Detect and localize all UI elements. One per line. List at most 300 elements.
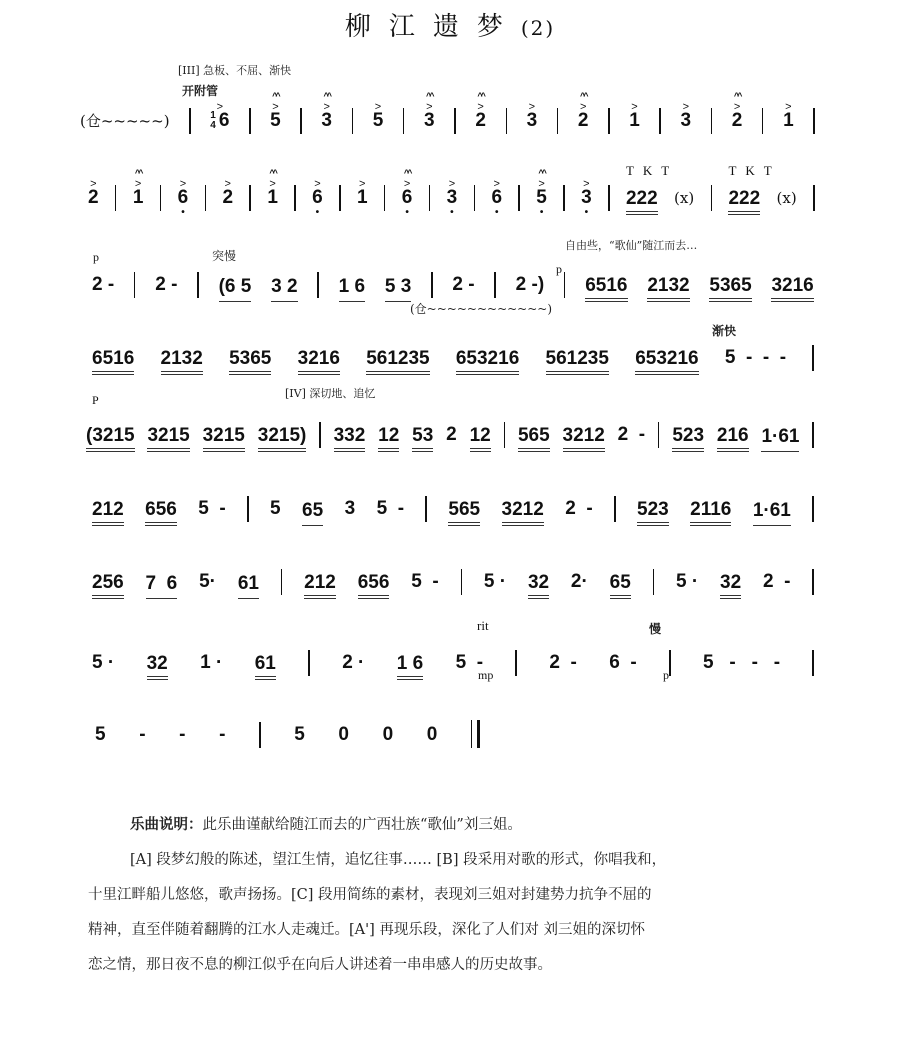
- note-text: 65: [302, 500, 324, 521]
- note-group: [680, 101, 692, 138]
- note-group: [411, 571, 438, 599]
- note-group: [377, 498, 404, 526]
- note-group: [720, 572, 741, 599]
- note-text: 5 ·: [676, 571, 699, 592]
- barline: [249, 185, 251, 211]
- note-group: [526, 101, 538, 138]
- note-group: [448, 499, 480, 526]
- note-group: [298, 348, 340, 375]
- low-octave-dot-icon: •: [539, 207, 544, 218]
- tempo-marking: 渐快: [712, 324, 737, 338]
- note-text: 1: [629, 110, 640, 131]
- accent-icon: >: [179, 178, 187, 190]
- note-group: [86, 425, 135, 452]
- barline: [294, 185, 296, 211]
- barline: [403, 108, 405, 134]
- note-text: 5: [536, 187, 547, 208]
- note-text: 2: [446, 424, 457, 445]
- note-group: [147, 425, 189, 452]
- note-group: [629, 101, 640, 138]
- barline: [115, 185, 117, 211]
- ornament-icon: ^^: [134, 168, 142, 178]
- note-text: 222: [728, 188, 761, 209]
- note-group: [761, 426, 799, 452]
- note-text: 2·: [570, 571, 588, 592]
- note-group: [342, 652, 364, 680]
- barline: [339, 185, 341, 211]
- note-text: -: [219, 724, 226, 745]
- barline: [352, 108, 354, 134]
- description-line: 十里江畔船儿悠悠，歌声扬扬。[C] 段用简练的素材，表现刘三姐对封建势力抗争不屈的: [88, 887, 652, 903]
- note-group: [676, 571, 698, 599]
- barline: [812, 422, 814, 448]
- accent-icon: >: [579, 101, 587, 113]
- note-group: [502, 499, 544, 526]
- note-text: 61: [237, 573, 259, 594]
- note-text: 3: [424, 110, 435, 131]
- description-text: 此乐曲谨献给随江而去的广西壮族“歌仙”刘三姐。: [202, 817, 522, 833]
- note-text: 32: [146, 653, 168, 674]
- note-group: [383, 724, 394, 752]
- note-text: 3212: [501, 499, 544, 520]
- note-group: [339, 276, 365, 302]
- note-text: 212: [92, 499, 124, 520]
- note-group: [783, 101, 794, 138]
- note-group: [446, 424, 457, 452]
- accent-icon: >: [374, 101, 382, 113]
- note-group: [147, 653, 168, 680]
- note-text: 3: [526, 110, 538, 131]
- note-group: [424, 91, 435, 138]
- barline: [494, 272, 496, 298]
- score-line: [95, 712, 480, 752]
- note-text: 2 -: [565, 498, 593, 519]
- barline: [504, 422, 506, 448]
- barline: [812, 345, 814, 371]
- note-text: 1: [783, 110, 794, 131]
- note-text: 653216: [455, 348, 520, 369]
- score-line: [88, 163, 815, 218]
- note-text: 523: [672, 425, 705, 446]
- barline: [812, 496, 814, 522]
- note-text: 561235: [366, 348, 430, 369]
- note-text: 6: [177, 187, 189, 208]
- accent-icon: >: [631, 101, 638, 113]
- accent-icon: >: [733, 101, 741, 113]
- note-group: [92, 274, 114, 302]
- note-text: 5365: [229, 348, 272, 369]
- note-group: [672, 425, 704, 452]
- note-group: [155, 274, 177, 302]
- accent-icon: >: [538, 178, 545, 190]
- low-octave-dot-icon: •: [494, 207, 499, 218]
- note-group: [267, 168, 278, 215]
- note-group: [618, 424, 645, 452]
- barline: [518, 185, 520, 211]
- accent-icon: >: [528, 101, 536, 113]
- tonguing-marking: T K T: [728, 163, 775, 178]
- note-group: [475, 91, 486, 138]
- note-group: [446, 178, 458, 218]
- barline: [669, 650, 671, 676]
- dynamic-marking: mp: [478, 668, 494, 682]
- note-text: 6: [401, 187, 413, 208]
- note-group: [334, 425, 366, 452]
- note-text: 256: [92, 572, 124, 593]
- barline: [454, 108, 456, 134]
- note-text: 6516: [92, 348, 135, 369]
- barline: [197, 272, 199, 298]
- note-group: [198, 498, 225, 526]
- ornament-icon: ^^: [733, 91, 741, 101]
- note-text: 5: [294, 724, 305, 745]
- note-text: 7 6: [145, 573, 178, 594]
- note-text: 2 -: [452, 274, 475, 295]
- note-text: 5 - - -: [724, 347, 787, 368]
- note-group: [610, 572, 631, 599]
- accent-icon: >: [477, 101, 484, 113]
- note-group: [271, 276, 297, 302]
- accent-icon: >: [323, 101, 330, 113]
- note-text: 5365: [709, 275, 752, 296]
- barline: [812, 650, 814, 676]
- note-text: 3215: [147, 425, 190, 446]
- note-text: 2 -: [617, 424, 646, 445]
- note-group: [484, 571, 506, 599]
- rit-marking: rit: [477, 618, 489, 633]
- note-text: 3212: [562, 425, 605, 446]
- note-group: [255, 653, 276, 680]
- note-text: 6: [218, 110, 230, 131]
- accent-icon: >: [269, 178, 276, 190]
- note-group: [238, 573, 259, 599]
- gong-marking: (仓~~~~~~~~~~~~): [410, 302, 553, 316]
- technique-marking: 开附管: [182, 84, 219, 98]
- barline: [384, 185, 386, 211]
- time-signature-numerator: 1: [210, 109, 216, 121]
- page-title: [0, 6, 900, 43]
- note-group: [385, 276, 411, 302]
- note-text: 1: [132, 187, 144, 208]
- note-group: [179, 724, 185, 752]
- note-text: 5: [270, 498, 281, 519]
- accent-icon: >: [448, 178, 456, 190]
- note-text: 1 ·: [200, 652, 223, 673]
- barline: [281, 569, 283, 595]
- note-group: [635, 348, 698, 375]
- tonguing-marking: T K T: [625, 163, 673, 178]
- note-text: 1: [356, 187, 368, 208]
- note-group: [703, 652, 780, 680]
- note-group: [345, 498, 356, 526]
- note-group: [516, 274, 545, 302]
- note-text: 5 -: [411, 571, 439, 592]
- accent-icon: >: [403, 178, 411, 190]
- note-text: 2: [88, 187, 99, 208]
- section-marking: [III] 急板、不屈、渐快: [178, 64, 292, 77]
- barline: [608, 185, 610, 211]
- description-line: 恋之情，那日夜不息的柳江似乎在向后人讲述着一串串感人的历史故事。: [88, 957, 552, 973]
- note-text: 332: [333, 425, 366, 446]
- note-group: [427, 724, 438, 752]
- accent-icon: >: [272, 101, 279, 113]
- note-group: [470, 425, 491, 452]
- note-text: 561235: [545, 348, 609, 369]
- note-text: 0: [426, 724, 438, 745]
- note-group: [452, 274, 474, 302]
- section-marking: [IV] 深切地、追忆: [285, 387, 376, 400]
- note-group: [258, 425, 307, 452]
- note-text: -: [139, 724, 146, 745]
- note-group: [637, 499, 669, 526]
- note-text: 5: [372, 110, 384, 131]
- note-text: 3: [680, 110, 692, 131]
- note-group: [528, 572, 549, 599]
- barline: [134, 272, 136, 298]
- note-text: 2: [475, 110, 486, 131]
- note-text: 2 -): [515, 274, 545, 295]
- barline: [762, 108, 764, 134]
- note-group: [725, 347, 786, 375]
- low-octave-dot-icon: •: [181, 207, 185, 218]
- note-text: 5 -: [198, 498, 226, 519]
- title-number: (2): [520, 16, 556, 40]
- note-text: 12: [469, 425, 491, 446]
- ornament-icon: ^^: [477, 91, 484, 101]
- note-group: [219, 724, 225, 752]
- note-text: (仓~~~~~): [80, 112, 170, 130]
- accent-icon: >: [216, 101, 224, 113]
- note-group: [229, 348, 271, 375]
- barline: [308, 650, 310, 676]
- accent-icon: >: [90, 178, 97, 190]
- ornament-icon: ^^: [272, 91, 279, 101]
- note-text: 656: [145, 499, 177, 520]
- expression-marking: 自由些，“歌仙”随江而去…: [565, 239, 698, 252]
- ornament-icon: ^^: [323, 91, 330, 101]
- barline: [564, 272, 566, 298]
- note-text: 3215): [257, 425, 307, 446]
- note-group: [565, 498, 592, 526]
- note-group: [378, 425, 399, 452]
- note-text: 3216: [771, 275, 814, 296]
- percussion-cue: [80, 110, 170, 138]
- note-group: [456, 652, 483, 680]
- barline: [557, 108, 559, 134]
- tempo-marking: 突慢: [212, 249, 237, 263]
- barline: [711, 185, 713, 211]
- accent-icon: >: [583, 178, 590, 190]
- dynamic-marking: p: [663, 668, 669, 682]
- note-group: [709, 275, 751, 302]
- note-text: 0: [382, 724, 394, 745]
- note-text: 61: [254, 653, 276, 674]
- barline: [461, 569, 463, 595]
- note-text: 5: [270, 110, 281, 131]
- note-text: 1 6: [338, 276, 366, 297]
- note-text: 5 ·: [92, 652, 115, 673]
- note-text: 5 -: [376, 498, 405, 519]
- note-group: [536, 168, 547, 218]
- note-group: [95, 724, 106, 752]
- note-group: [161, 348, 203, 375]
- final-barline: [471, 720, 480, 748]
- barline: [205, 185, 207, 211]
- score-line: [92, 640, 814, 680]
- note-text: 212: [304, 572, 336, 593]
- note-text: 222: [625, 188, 658, 209]
- note-text: 1: [267, 187, 278, 208]
- note-text: 2 -: [763, 571, 791, 592]
- low-octave-dot-icon: •: [405, 207, 409, 218]
- note-group: [199, 571, 216, 599]
- note-group: [546, 348, 609, 375]
- note-text: 6516: [585, 275, 628, 296]
- barline: [812, 569, 814, 595]
- note-group: [210, 101, 230, 138]
- note-group: [717, 425, 749, 452]
- note-text: 2 -: [549, 652, 577, 673]
- note-group: [647, 275, 689, 302]
- score-line: [92, 262, 814, 302]
- note-text: 565: [517, 425, 550, 446]
- note-group: [203, 425, 245, 452]
- barline: [160, 185, 162, 211]
- time-signature-denominator: 4: [210, 119, 216, 131]
- barline: [813, 108, 815, 134]
- note-text: 5·: [199, 571, 216, 592]
- accent-icon: >: [359, 178, 366, 190]
- accent-icon: >: [785, 101, 792, 113]
- score-line: [92, 486, 814, 526]
- note-text: (6 5: [218, 276, 252, 297]
- note-group: [401, 168, 413, 218]
- note-group: [88, 178, 99, 215]
- note-group: [132, 168, 144, 215]
- note-group: [763, 571, 790, 599]
- note-group: [356, 178, 368, 215]
- note-group: [731, 91, 743, 138]
- note-group: [372, 101, 384, 138]
- note-group: [366, 348, 429, 375]
- barline: [317, 272, 319, 298]
- note-group: [312, 178, 323, 218]
- note-text: 2116: [690, 499, 732, 520]
- dynamic-marking: p: [93, 250, 99, 264]
- note-group: [728, 163, 775, 215]
- ornament-icon: ^^: [538, 168, 545, 178]
- note-group: [625, 163, 673, 215]
- note-group: [581, 178, 592, 218]
- barline: [474, 185, 476, 211]
- description-line: [88, 808, 808, 843]
- note-group: [412, 425, 433, 452]
- note-text: 5 3: [384, 276, 412, 297]
- note-text: 6: [491, 187, 503, 208]
- note-group: [304, 572, 336, 599]
- description-line: [A] 段梦幻般的陈述，望江生情，追忆往事…… [B] 段采用对歌的形式，你唱我和，: [130, 852, 667, 868]
- ornament-icon: ^^: [426, 91, 433, 101]
- note-group: [585, 275, 627, 302]
- piece-description: [88, 808, 808, 983]
- barline: [653, 569, 655, 595]
- ornament-icon: ^^: [403, 168, 411, 178]
- note-text: 5 -: [455, 652, 484, 673]
- note-text: 1·61: [752, 500, 791, 521]
- ornament-icon: ^^: [579, 91, 587, 101]
- note-text: 6 -: [609, 652, 637, 673]
- barline: [431, 272, 433, 298]
- low-octave-dot-icon: •: [450, 207, 454, 218]
- percussion-cue: [674, 187, 694, 215]
- note-text: -: [179, 724, 186, 745]
- note-text: 2132: [647, 275, 690, 296]
- note-text: 2: [731, 110, 743, 131]
- percussion-cue: [777, 187, 797, 215]
- note-group: [270, 91, 281, 138]
- note-group: [92, 348, 134, 375]
- note-group: [491, 178, 503, 218]
- note-text: 5: [95, 724, 106, 745]
- note-text: 523: [637, 499, 669, 520]
- note-group: [302, 500, 323, 526]
- note-text: 5 ·: [483, 571, 507, 592]
- note-group: [321, 91, 332, 138]
- note-group: [358, 572, 390, 599]
- barline: [711, 108, 713, 134]
- note-text: 0: [338, 724, 349, 745]
- note-text: 3: [446, 187, 458, 208]
- barline: [300, 108, 302, 134]
- accent-icon: >: [493, 178, 500, 190]
- score-line: [92, 335, 814, 375]
- note-group: [92, 572, 124, 599]
- note-text: 216: [716, 425, 749, 446]
- description-label: 乐曲说明：: [130, 817, 203, 833]
- note-group: [771, 275, 813, 302]
- note-group: [294, 724, 305, 752]
- note-group: [518, 425, 550, 452]
- note-text: 3215: [202, 425, 245, 446]
- barline: [515, 650, 517, 676]
- note-group: [92, 652, 114, 680]
- note-text: 565: [448, 499, 481, 520]
- barline: [614, 496, 616, 522]
- note-group: [753, 500, 791, 526]
- note-text: 2: [577, 110, 589, 131]
- note-text: 2 -: [92, 274, 115, 295]
- barline: [425, 496, 427, 522]
- note-text: 6: [312, 187, 323, 208]
- barline: [249, 108, 251, 134]
- note-text: 2 -: [155, 274, 178, 295]
- barline: [608, 108, 610, 134]
- note-group: [177, 178, 189, 218]
- barline: [659, 108, 661, 134]
- accent-icon: >: [224, 178, 231, 190]
- note-group: [146, 573, 178, 599]
- note-group: [397, 653, 423, 680]
- barline: [259, 722, 261, 748]
- barline: [658, 422, 660, 448]
- note-text: (x): [674, 189, 695, 207]
- note-group: [139, 724, 145, 752]
- note-text: 32: [527, 572, 550, 593]
- note-group: [577, 91, 589, 138]
- note-group: [456, 348, 519, 375]
- note-group: [338, 724, 349, 752]
- note-text: 2 ·: [342, 652, 365, 673]
